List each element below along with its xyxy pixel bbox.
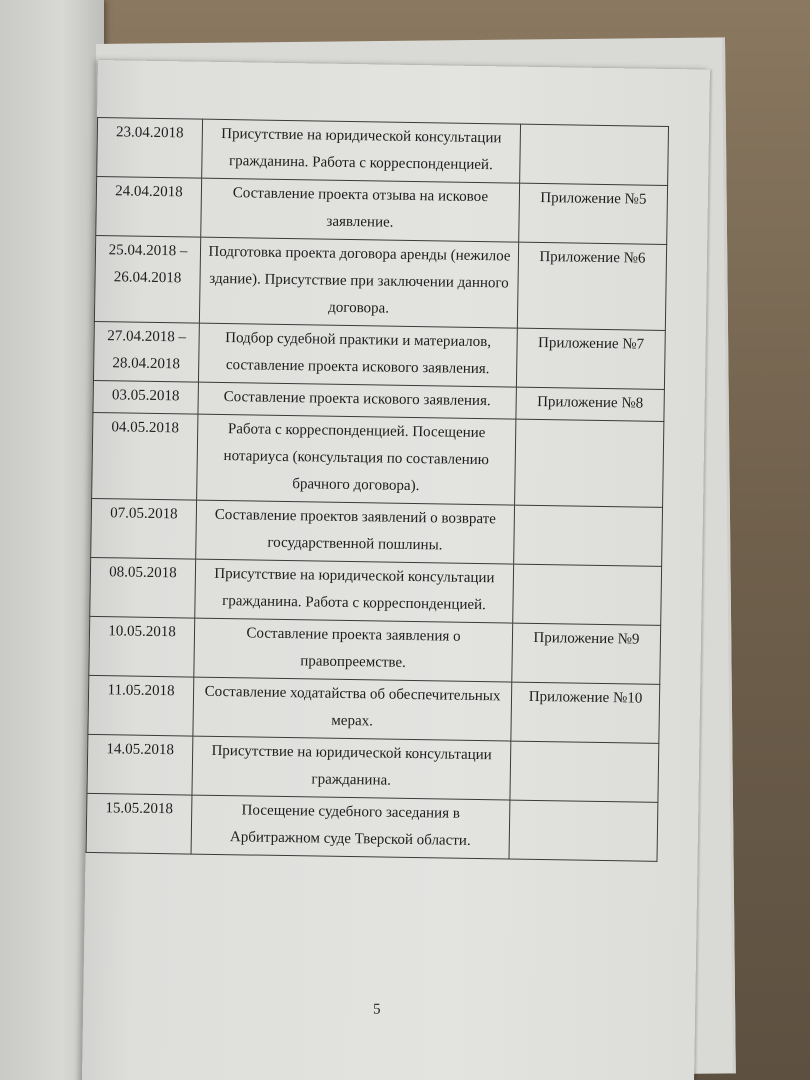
work-cell: Составление ходатайства об обеспечительных мерах. [193, 677, 512, 741]
appendix-cell [514, 505, 663, 566]
appendix-cell: Приложение №7 [516, 328, 665, 389]
date-cell: 07.05.2018 [91, 498, 197, 559]
date-cell: 15.05.2018 [86, 793, 192, 854]
appendix-cell [520, 124, 669, 185]
table-row [87, 734, 659, 802]
table-row [91, 498, 663, 566]
work-cell: Составление проектов заявлений о возврате государственной пошлины. [196, 500, 515, 564]
table-row [86, 793, 658, 861]
table-row [94, 235, 666, 330]
work-cell: Присутствие на юридической консультации гражданина. [192, 736, 511, 800]
date-cell: 04.05.2018 [92, 412, 198, 500]
table-row [96, 176, 668, 244]
appendix-cell: Приложение №10 [511, 682, 660, 743]
date-cell: 27.04.2018 – 28.04.2018 [93, 321, 199, 382]
appendix-cell: Приложение №6 [517, 242, 666, 330]
appendix-cell: Приложение №8 [516, 387, 664, 421]
date-cell: 10.05.2018 [89, 616, 195, 677]
table-row [97, 118, 669, 186]
appendix-cell: Приложение №5 [519, 183, 668, 244]
document-page [82, 60, 710, 1080]
table-row [88, 675, 660, 743]
date-cell: 11.05.2018 [88, 675, 194, 736]
date-cell: 08.05.2018 [90, 557, 196, 618]
date-cell: 25.04.2018 – 26.04.2018 [94, 235, 200, 323]
appendix-cell [510, 741, 659, 802]
work-cell: Присутствие на юридической консультации гражданина. Работа с корреспонденцией. [202, 119, 521, 183]
work-cell: Подбор судебной практики и материалов, составление проекта искового заявления. [198, 323, 517, 387]
work-cell: Работа с корреспонденцией. Посещение нотариуса (консультация по составлению брачного договора). [197, 414, 516, 505]
date-cell: 14.05.2018 [87, 734, 193, 795]
work-cell: Составление проекта отзыва на исковое заявление. [201, 178, 520, 242]
work-cell: Посещение судебного заседания в Арбитражном суде Тверской области. [191, 795, 510, 859]
practice-diary-table [86, 117, 669, 862]
table-row [92, 412, 664, 507]
appendix-cell [513, 564, 662, 625]
table-row [93, 321, 665, 389]
table-row [89, 616, 661, 684]
date-cell: 24.04.2018 [96, 176, 202, 237]
table-row [90, 557, 662, 625]
appendix-cell [509, 800, 658, 861]
appendix-cell: Приложение №9 [512, 623, 661, 684]
work-cell: Подготовка проекта договора аренды (нежилое здание). Присутствие при заключении данного договора. [199, 237, 518, 328]
page-number: 5 [372, 1001, 381, 1018]
work-cell: Присутствие на юридической консультации гражданина. Работа с корреспонденцией. [195, 559, 514, 623]
date-cell: 03.05.2018 [93, 380, 198, 414]
date-cell: 23.04.2018 [97, 118, 203, 179]
work-cell: Составление проекта заявления о правопреемстве. [194, 618, 513, 682]
work-cell: Составление проекта искового заявления. [198, 382, 516, 419]
appendix-cell [515, 419, 664, 507]
